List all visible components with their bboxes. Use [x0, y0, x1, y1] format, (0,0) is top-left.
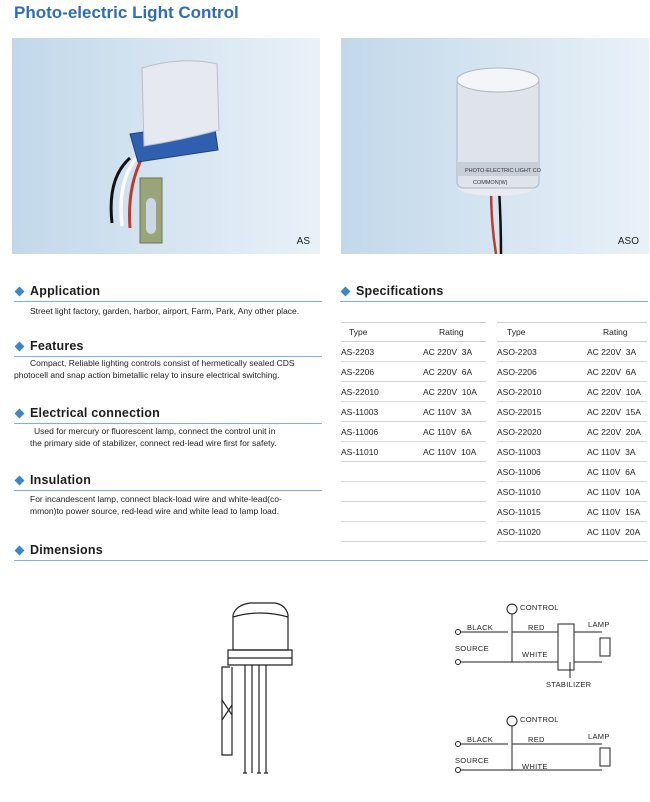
- table-row: [497, 522, 647, 542]
- table-row-empty: [341, 482, 486, 502]
- table-row: [341, 342, 486, 362]
- electrical-rule: [14, 423, 322, 424]
- device-outline-drawing: [200, 595, 310, 785]
- features-heading-text: Features: [30, 339, 84, 353]
- table-row: [341, 362, 486, 382]
- specifications-heading: [340, 284, 444, 298]
- label-black-2: BLACK: [467, 735, 494, 744]
- label-source: SOURCE: [455, 644, 489, 653]
- cell-type: ASO-11010: [497, 482, 587, 502]
- cell-rating: AC 220V 6A: [423, 362, 486, 382]
- col-type: Type: [497, 323, 587, 342]
- label-source-2: SOURCE: [455, 756, 489, 765]
- cell-rating: AC 110V 10A: [587, 482, 647, 502]
- diamond-icon: [15, 341, 25, 351]
- application-heading: [14, 284, 100, 298]
- photo-aso-label: ASO: [617, 236, 639, 247]
- cell-type: ASO-22020: [497, 422, 587, 442]
- application-rule: [14, 301, 322, 302]
- cell-type: ASO-2206: [497, 362, 587, 382]
- cell-rating: AC 110V 3A: [587, 442, 647, 462]
- cell-rating: AC 220V 20A: [587, 422, 647, 442]
- dimensions-heading-text: Dimensions: [30, 543, 103, 557]
- table-row: [497, 402, 647, 422]
- table-row: [497, 502, 647, 522]
- cell-type: AS-11006: [341, 422, 423, 442]
- label-white: WHITE: [522, 650, 548, 659]
- specifications-rule: [340, 301, 648, 302]
- cell-type: AS-11010: [341, 442, 423, 462]
- insulation-heading-text: Insulation: [30, 473, 92, 487]
- insulation-heading: [14, 473, 91, 487]
- cell-type: AS-2203: [341, 342, 423, 362]
- col-rating: Rating: [587, 323, 647, 342]
- electrical-line2: the primary side of stabilizer, connect red-lead wire first for safety.: [30, 438, 277, 448]
- insulation-line2: mmon)to power source, red-lead wire and white lead to lamp load.: [30, 506, 279, 516]
- cell-type: ASO-11006: [497, 462, 587, 482]
- features-heading: [14, 339, 84, 353]
- spec-table-left-header: [341, 323, 486, 342]
- cell-type: ASO-22010: [497, 382, 587, 402]
- wiring-diagram-1: [450, 600, 620, 680]
- cell-type: AS-11003: [341, 402, 423, 422]
- photocell-aso-photo: [341, 38, 649, 254]
- label-white-2: WHITE: [522, 762, 548, 771]
- photo-aso: [341, 38, 649, 254]
- spec-table-right: [497, 322, 647, 542]
- spec-table-left: [341, 322, 486, 542]
- cell-type: AS-22010: [341, 382, 423, 402]
- dimensions-rule: [14, 560, 648, 561]
- label-control-2: CONTROL: [520, 715, 559, 724]
- insulation-line1: For incandescent lamp, connect black-load wire and white-lead(co-: [30, 494, 282, 504]
- diamond-icon: [341, 286, 351, 296]
- label-red-2: RED: [528, 735, 545, 744]
- table-row: [497, 422, 647, 442]
- page-title: Photo-electric Light Control: [14, 3, 239, 22]
- table-row: [341, 442, 486, 462]
- aso-print-common: COMMON(W): [473, 180, 508, 186]
- electrical-heading: [14, 406, 160, 420]
- table-row-empty: [341, 522, 486, 542]
- label-lamp-2: LAMP: [588, 732, 610, 741]
- diamond-icon: [15, 286, 25, 296]
- cell-rating: AC 220V 10A: [587, 382, 647, 402]
- cell-rating: AC 110V 20A: [587, 522, 647, 542]
- diamond-icon: [15, 475, 25, 485]
- table-row: [497, 442, 647, 462]
- photocell-as-photo: [12, 38, 320, 254]
- electrical-heading-text: Electrical connection: [30, 406, 160, 420]
- diamond-icon: [15, 408, 25, 418]
- table-row: [341, 382, 486, 402]
- photo-as: [12, 38, 320, 254]
- cell-rating: AC 110V 6A: [587, 462, 647, 482]
- aso-print-text: PHOTO-ELECTRIC LIGHT CO: [465, 168, 541, 174]
- label-lamp: LAMP: [588, 620, 610, 629]
- table-row-empty: [341, 462, 486, 482]
- cell-rating: AC 110V 6A: [423, 422, 486, 442]
- cell-type: ASO-2203: [497, 342, 587, 362]
- table-row: [341, 422, 486, 442]
- cell-rating: AC 110V 3A: [423, 402, 486, 422]
- cell-type: AS-2206: [341, 362, 423, 382]
- table-row: [497, 462, 647, 482]
- cell-rating: AC 110V 10A: [423, 442, 486, 462]
- label-black: BLACK: [467, 623, 494, 632]
- table-row: [341, 402, 486, 422]
- application-heading-text: Application: [30, 284, 101, 298]
- label-control: CONTROL: [520, 603, 559, 612]
- label-red: RED: [528, 623, 545, 632]
- table-row: [497, 482, 647, 502]
- spec-table-right-header: [497, 323, 647, 342]
- col-rating: Rating: [423, 323, 486, 342]
- table-row: [497, 382, 647, 402]
- table-row-empty: [341, 502, 486, 522]
- cell-rating: AC 220V 15A: [587, 402, 647, 422]
- col-type: Type: [341, 323, 423, 342]
- cell-type: ASO-11015: [497, 502, 587, 522]
- dimensions-heading: [14, 543, 103, 557]
- cell-rating: AC 220V 10A: [423, 382, 486, 402]
- electrical-line1: Used for mercury or fluorescent lamp, connect the control unit in: [34, 426, 276, 436]
- cell-rating: AC 220V 3A: [587, 342, 647, 362]
- table-row: [497, 342, 647, 362]
- insulation-rule: [14, 490, 322, 491]
- features-line2: photocell and snap action bimetallic relay to insure electrical switching.: [14, 370, 280, 380]
- features-rule: [14, 356, 322, 357]
- application-text: Street light factory, garden, harbor, airport, Farm, Park, Any other place.: [30, 306, 300, 316]
- table-row: [497, 362, 647, 382]
- cell-rating: AC 220V 6A: [587, 362, 647, 382]
- specifications-heading-text: Specifications: [356, 284, 444, 298]
- cell-type: ASO-22015: [497, 402, 587, 422]
- cell-type: ASO-11003: [497, 442, 587, 462]
- cell-type: ASO-11020: [497, 522, 587, 542]
- features-line1: Compact, Reliable lighting controls consist of hermetically sealed CDS: [30, 358, 295, 368]
- cell-rating: AC 110V 15A: [587, 502, 647, 522]
- diamond-icon: [15, 545, 25, 555]
- label-stabilizer: STABILIZER: [546, 680, 592, 689]
- cell-rating: AC 220V 3A: [423, 342, 486, 362]
- photo-as-label: AS: [296, 236, 310, 247]
